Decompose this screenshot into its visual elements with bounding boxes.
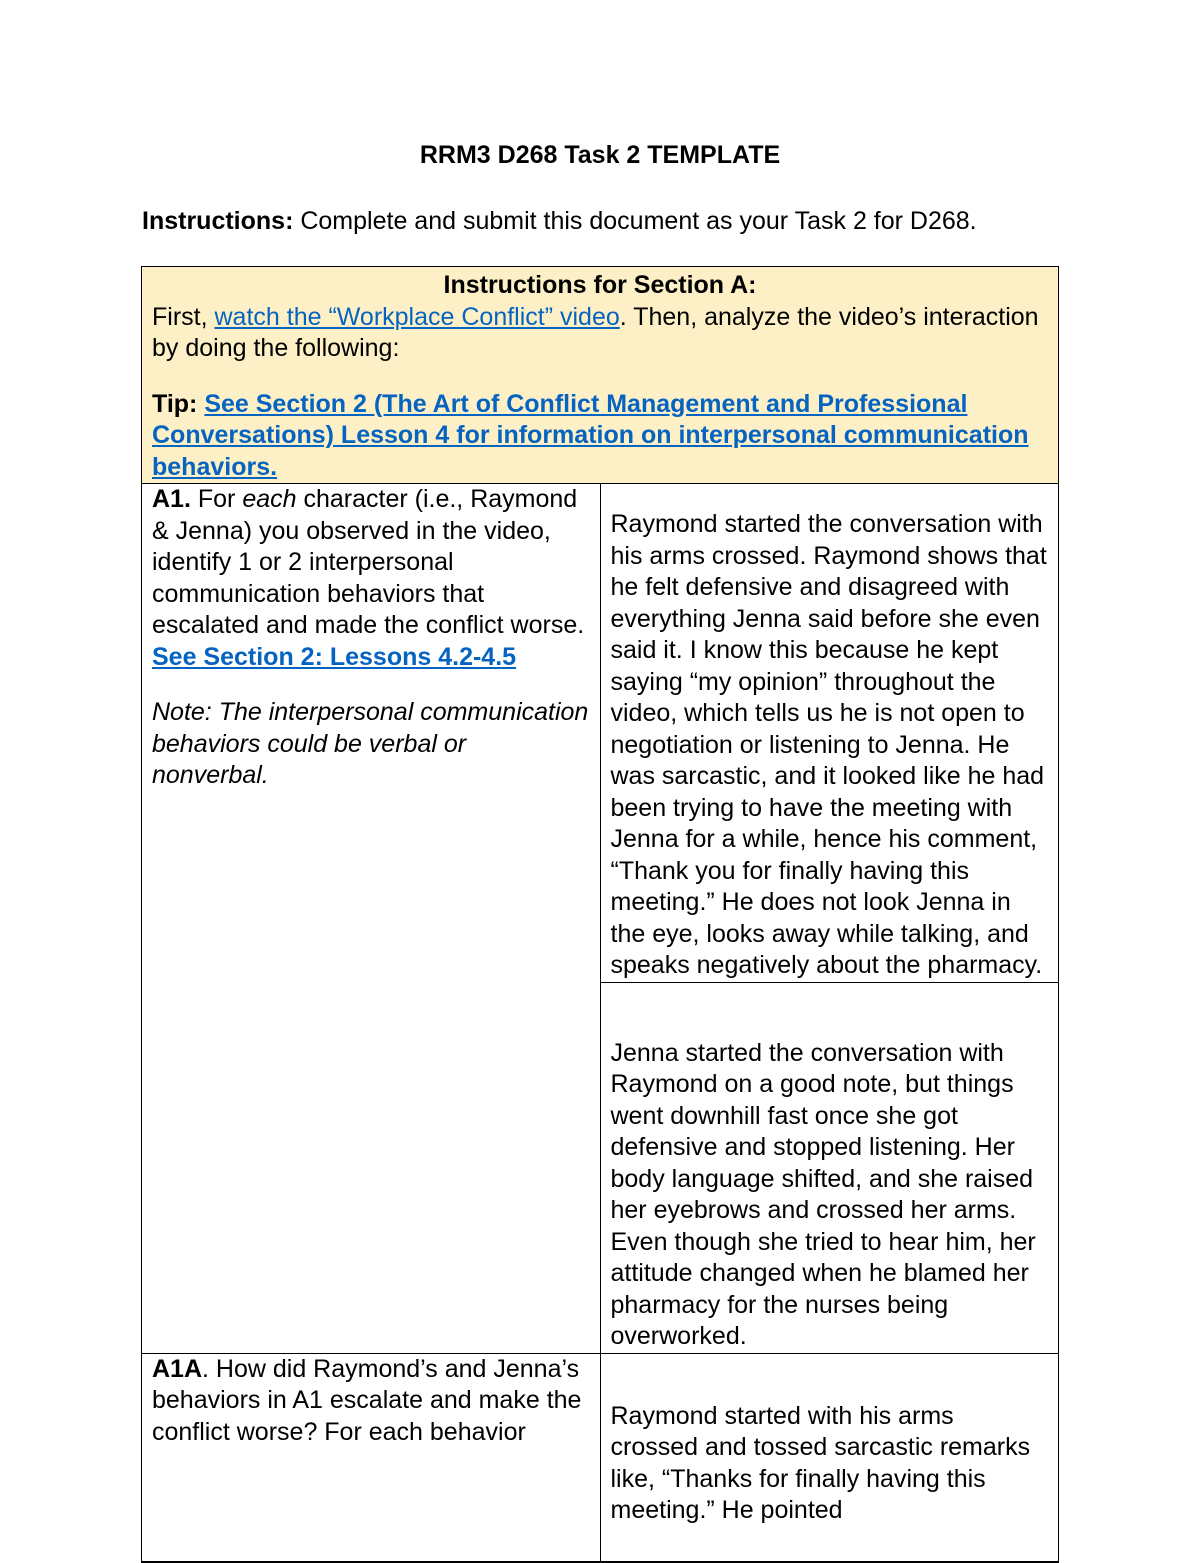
a1-question-text-1: For	[190, 485, 243, 513]
tip-label: Tip:	[152, 389, 198, 418]
section-a-header-row	[142, 267, 1059, 484]
a1-answer-raymond: Raymond started the conversation with his arms crossed. Raymond shows that he felt defensive and disagreed with everything Jenna said before she even said it. I know this because he kept saying “my opinion” throughout the video, which tells us he is not open to negotiation or listening to Jenna. He was sarcastic, and it looked like he had been trying to have the meeting with Jenna for a while, hence his comment, “Thank you for finally having this meeting.” He does not look Jenna in the eye, looks away while talking, and speaks negatively about the pharmacy.	[610, 510, 1047, 979]
instructions-paragraph	[142, 205, 1022, 237]
a1a-question-text: . How did Raymond’s and Jenna’s behaviors in A1 escalate and make the conflict worse? For each behavior	[152, 1354, 582, 1446]
section-a-intro	[152, 302, 1048, 365]
section-a-intro-before: First,	[152, 302, 215, 331]
a1a-answer-cell[interactable]	[600, 1353, 1059, 1562]
a1-question	[152, 484, 590, 673]
workplace-conflict-video-link[interactable]: watch the “Workplace Conflict” video	[214, 302, 620, 331]
a1a-row	[142, 1353, 1059, 1562]
section-a-instructions-cell	[142, 267, 1059, 484]
a1-note: Note: The interpersonal communication behaviors could be verbal or nonverbal.	[152, 698, 589, 789]
a1-question-emphasis: each	[242, 485, 297, 513]
instructions-text: Complete and submit this document as your Task 2 for D268.	[293, 207, 977, 235]
a1-label: A1.	[152, 485, 191, 513]
a1-answer-raymond-cell[interactable]	[600, 484, 1059, 983]
a1-answer-jenna: Jenna started the conversation with Raymond on a good note, but things went downhill fast once she got defensive and stopped listening. Her body language shifted, and she raised her eyebrows and crossed her arms. Even though she tried to hear him, her attitude changed when he blamed her pharmacy for the nurses being overworked.	[610, 1038, 1036, 1350]
a1-question-cell	[142, 484, 601, 1354]
a1a-question-cell	[142, 1353, 601, 1562]
instructions-label: Instructions:	[142, 207, 294, 235]
section-2-lessons-link[interactable]: See Section 2: Lessons 4.2-4.5	[152, 642, 517, 671]
a1a-label: A1A	[152, 1354, 203, 1383]
a1a-question	[152, 1354, 590, 1449]
section-2-lesson-4-link[interactable]: See Section 2 (The Art of Conflict Management and Professional Conversations) Lesson 4 for information on interpersonal communication behaviors.	[152, 389, 1029, 481]
a1a-answer: Raymond started with his arms crossed and tossed sarcastic remarks like, “Thanks for finally having this meeting.” He pointed	[610, 1401, 1031, 1524]
a1-question-text-2: character (i.e., Raymond & Jenna) you observed in the video, identify 1 or 2 interpersonal communication behaviors that escalated and made the conflict worse.	[152, 485, 585, 639]
task-table	[141, 266, 1059, 1563]
a1-answer-jenna-cell[interactable]	[600, 982, 1059, 1353]
section-a-tip	[152, 389, 1048, 484]
section-a-intro-after: . Then, analyze the video’s interaction by doing the following:	[152, 302, 1039, 362]
document-title: RRM3 D268 Task 2 TEMPLATE	[419, 141, 781, 169]
section-a-heading: Instructions for Section A:	[443, 271, 757, 299]
a1-row-raymond	[142, 484, 1059, 983]
